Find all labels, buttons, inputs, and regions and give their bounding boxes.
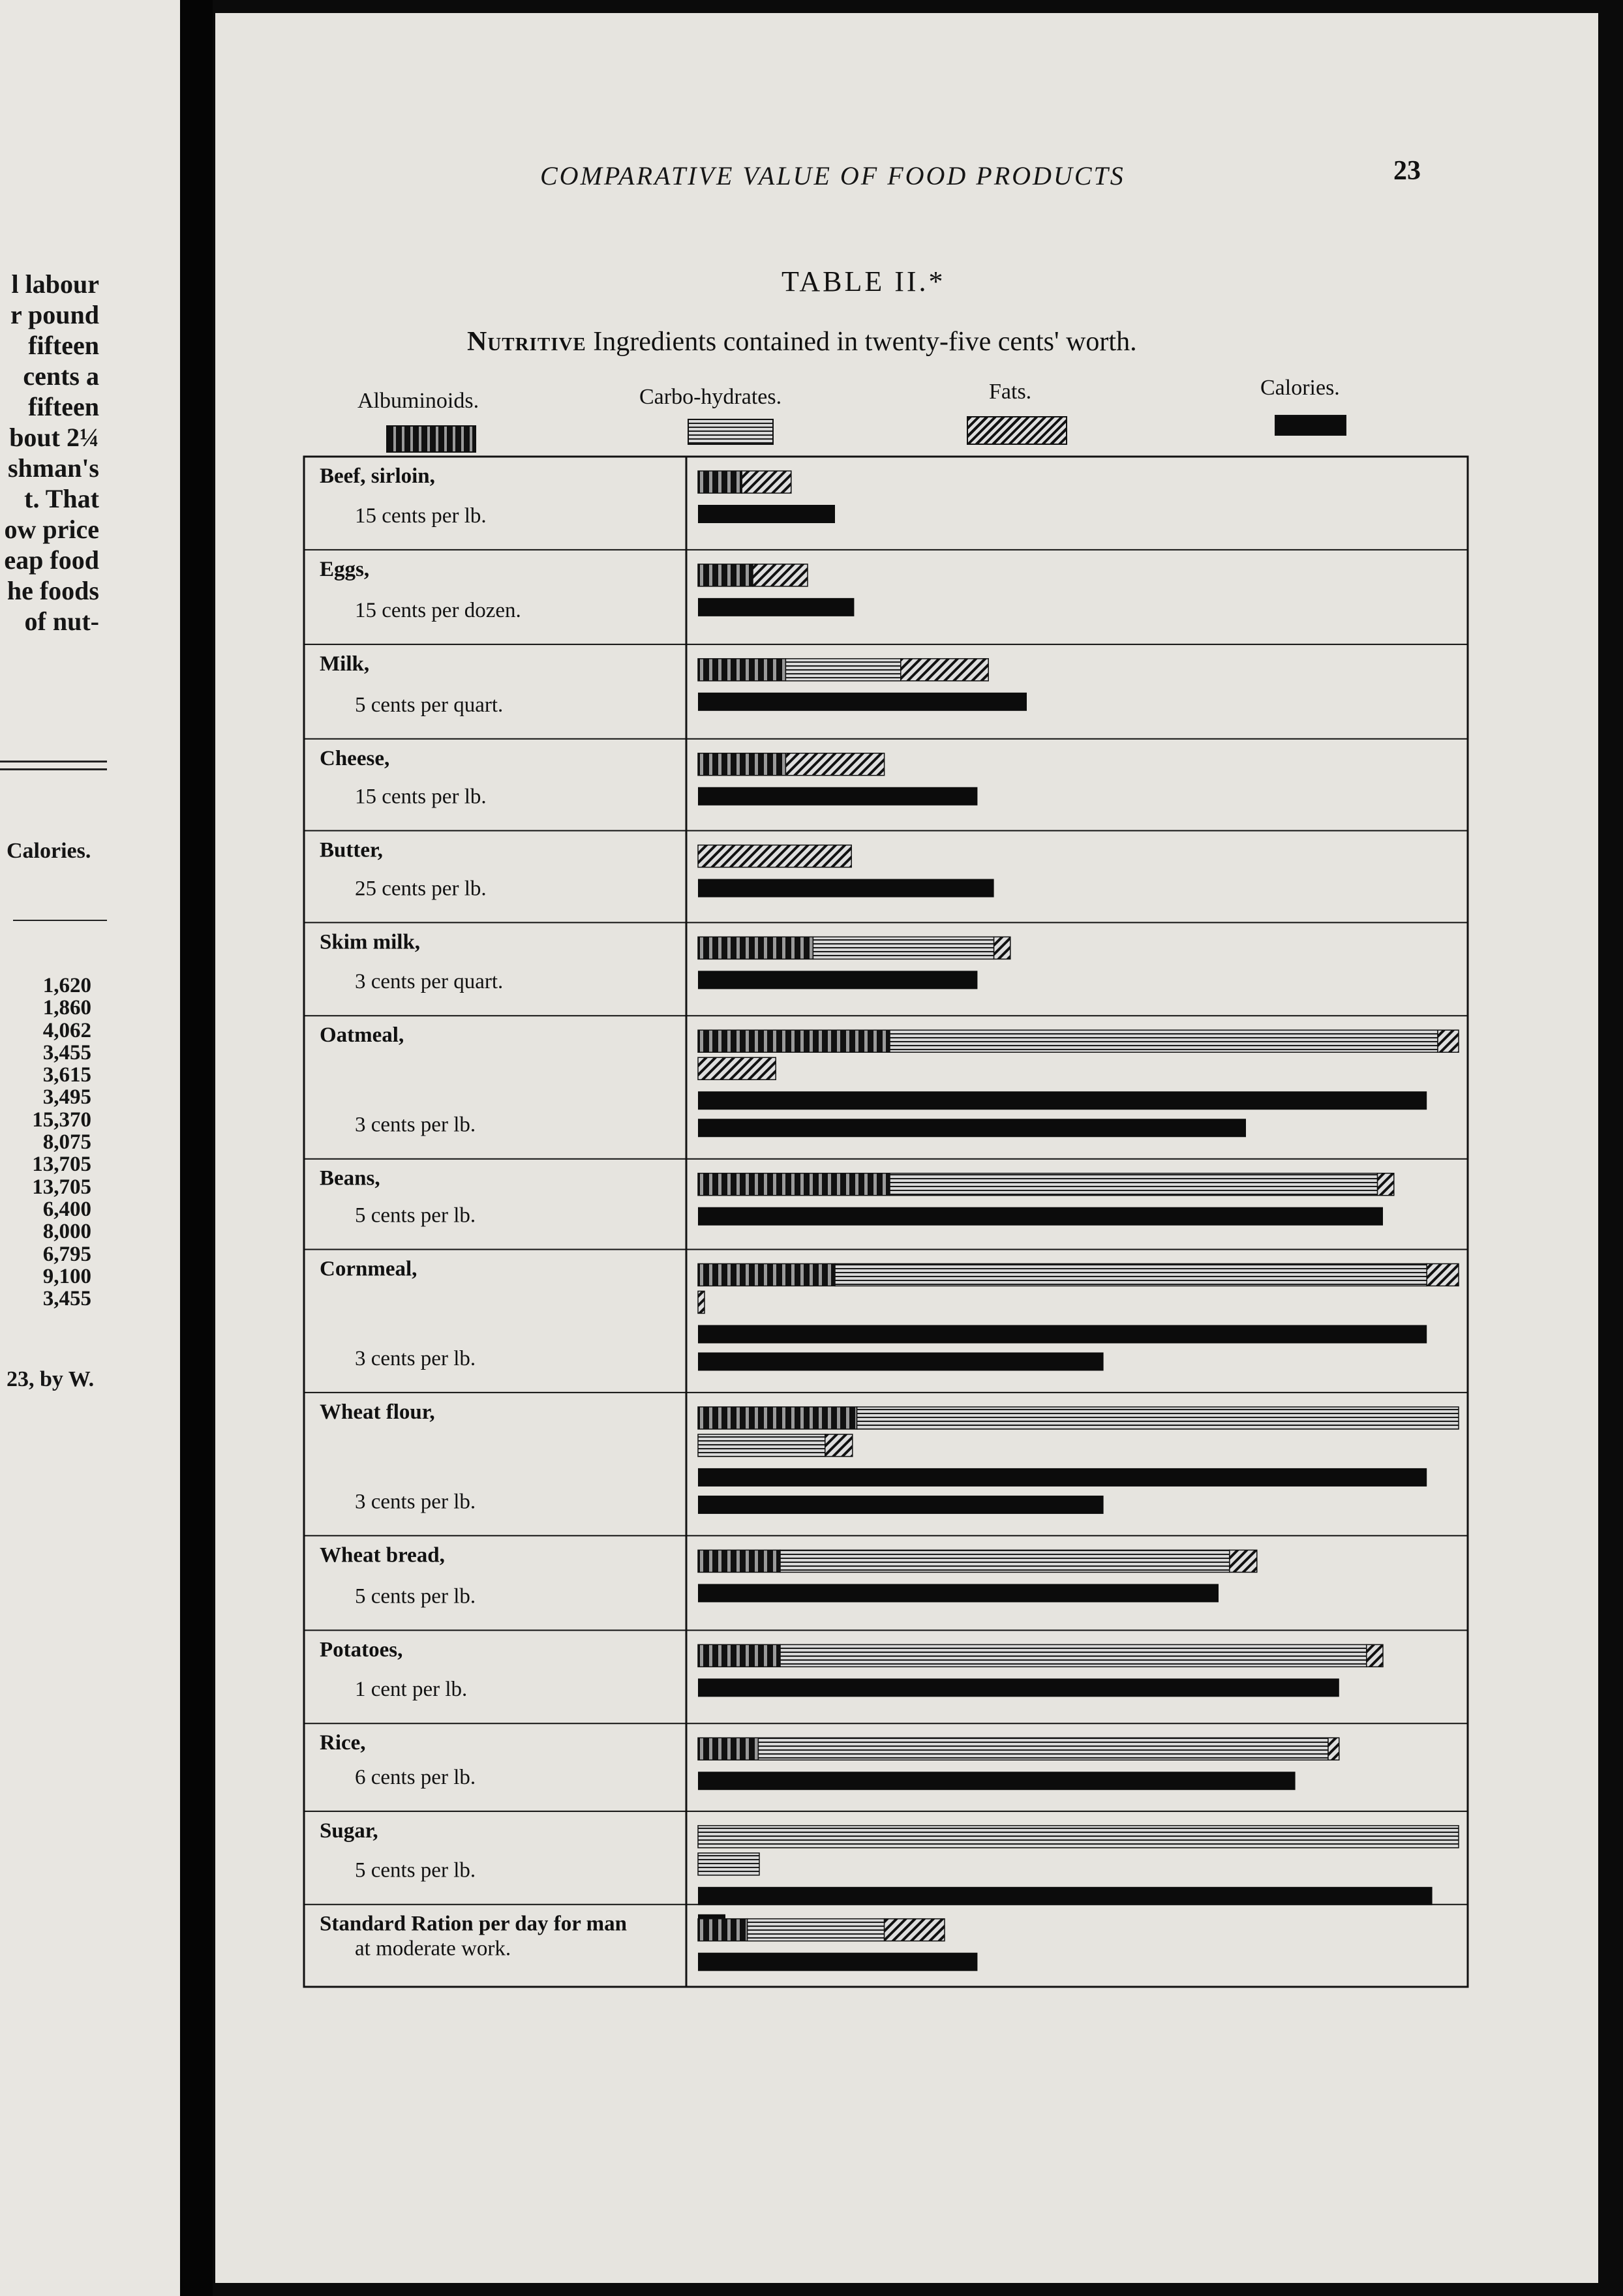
bar-fats <box>1378 1173 1394 1196</box>
left-page-line: fifteen <box>28 392 99 421</box>
bar-carbohydrates <box>835 1263 1427 1286</box>
left-page-calorie-value: 1,860 <box>42 996 91 1020</box>
bar-carbohydrates <box>758 1738 1328 1760</box>
bar-fats <box>994 937 1010 959</box>
bar-calories <box>698 1584 1219 1602</box>
left-page-calorie-value: 13,705 <box>32 1153 91 1177</box>
bar-albuminoids <box>698 1407 857 1429</box>
subtitle-rest: Ingredients contained in twenty-five cents' worth. <box>593 327 1137 357</box>
bar-fats <box>698 845 851 868</box>
bar-albuminoids <box>698 659 785 681</box>
bar-carbohydrates <box>748 1919 885 1941</box>
bar-fats <box>1367 1644 1383 1667</box>
left-page-calorie-value: 4,062 <box>42 1018 91 1042</box>
bar-fats <box>742 471 791 493</box>
row-label: Butter, <box>320 838 383 862</box>
left-page-calorie-value: 3,455 <box>42 1287 91 1311</box>
chart-row <box>304 1723 1468 1790</box>
row-label: Eggs, <box>320 557 370 581</box>
bar-carbohydrates <box>780 1550 1230 1572</box>
bar-albuminoids <box>698 1919 748 1941</box>
row-price: 1 cent per lb. <box>355 1678 468 1702</box>
row-price: 5 cents per lb. <box>355 1584 476 1609</box>
left-page-line: t. That <box>24 484 99 513</box>
bar-fats <box>1328 1738 1339 1760</box>
bar-fats <box>1427 1263 1459 1286</box>
chart-row <box>304 550 1468 622</box>
bar-fats <box>753 564 808 586</box>
bar-calories <box>698 1091 1427 1110</box>
row-price: 15 cents per dozen. <box>355 598 521 622</box>
row-label: Skim milk, <box>320 930 421 954</box>
chart-row <box>304 1630 1468 1701</box>
chart-row <box>304 739 1468 809</box>
bar-calories <box>698 1678 1339 1697</box>
left-page-line: fifteen <box>28 331 99 360</box>
bar-albuminoids <box>698 1030 890 1052</box>
row-label: Beef, sirloin, <box>320 464 435 488</box>
left-page-line: l labour <box>11 269 99 299</box>
bar-fats <box>901 659 988 681</box>
bar-albuminoids <box>698 1173 890 1196</box>
row-label: Oatmeal, <box>320 1023 404 1048</box>
bar-fats <box>825 1434 853 1457</box>
left-page-line: cents a <box>23 361 99 391</box>
row-price: 15 cents per lb. <box>355 785 487 809</box>
row-label: Sugar, <box>320 1819 378 1843</box>
bar-fats <box>885 1919 945 1941</box>
chart-row <box>304 922 1468 993</box>
left-page-calorie-value: 8,000 <box>42 1220 91 1244</box>
left-page-column-header: Calories. <box>7 839 91 863</box>
legend-label-albuminoids: Albuminoids. <box>357 389 479 413</box>
row-label: Cheese, <box>320 746 390 770</box>
left-page-line: eap food <box>4 545 99 575</box>
left-page-line: of nut- <box>24 607 99 636</box>
chart-row <box>304 1535 1468 1608</box>
row-label: Potatoes, <box>320 1638 403 1662</box>
row-label: Wheat bread, <box>320 1543 445 1567</box>
bar-calories <box>698 1207 1383 1226</box>
row-label: Rice, <box>320 1731 366 1755</box>
chart-row <box>304 1249 1468 1370</box>
bar-carbohydrates <box>780 1644 1367 1667</box>
left-page-line: shman's <box>7 453 99 483</box>
row-price: 5 cents per lb. <box>355 1858 476 1882</box>
left-page-calorie-value: 8,075 <box>42 1130 91 1155</box>
row-price: 5 cents per lb. <box>355 1203 476 1228</box>
bar-carbohydrates <box>785 659 900 681</box>
bar-calories <box>698 1953 977 1971</box>
bar-calories <box>698 598 854 616</box>
row-label: Standard Ration per day for man <box>320 1912 627 1936</box>
bar-calories <box>698 1352 1104 1370</box>
left-page-calorie-value: 1,620 <box>42 974 91 997</box>
bar-calories <box>698 1325 1427 1343</box>
bar-albuminoids <box>698 937 813 959</box>
left-page-calorie-value: 15,370 <box>32 1108 91 1132</box>
row-label: Wheat flour, <box>320 1400 435 1424</box>
bar-calories <box>698 1119 1246 1137</box>
legend-label-calories: Calories. <box>1260 376 1340 400</box>
chart-row <box>304 1905 1468 1971</box>
row-price: 15 cents per lb. <box>355 504 487 528</box>
bar-carbohydrates <box>698 1434 825 1457</box>
bar-calories <box>698 693 1027 711</box>
bar-albuminoids <box>698 1263 835 1286</box>
left-page-line: he foods <box>7 576 99 605</box>
row-label: Milk, <box>320 652 370 676</box>
bar-albuminoids <box>698 471 742 493</box>
chart-row <box>304 831 1468 901</box>
bar-calories <box>698 1496 1104 1514</box>
bar-albuminoids <box>698 564 753 586</box>
bar-albuminoids <box>698 1644 780 1667</box>
bar-fats <box>785 753 884 776</box>
left-page-calorie-value: 9,100 <box>42 1264 91 1288</box>
left-page-calorie-value: 6,400 <box>42 1197 91 1221</box>
bar-carbohydrates <box>698 1853 759 1875</box>
bar-carbohydrates <box>698 1826 1459 1848</box>
left-page-calorie-value: 3,615 <box>42 1063 91 1087</box>
legend-label-carbohydrates: Carbo-hydrates. <box>639 385 782 409</box>
row-price: 3 cents per lb. <box>355 1113 476 1137</box>
left-page-calorie-value: 6,795 <box>42 1242 91 1266</box>
bar-carbohydrates <box>890 1173 1378 1196</box>
row-label: Cornmeal, <box>320 1257 417 1281</box>
chart-row <box>304 1393 1468 1514</box>
row-price: 3 cents per lb. <box>355 1346 476 1370</box>
chart-row <box>304 1159 1468 1228</box>
left-page-footnote: 23, by W. <box>7 1367 95 1391</box>
running-head: COMPARATIVE VALUE OF FOOD PRODUCTS <box>540 161 1125 190</box>
page-number: 23 <box>1393 156 1421 186</box>
bar-albuminoids <box>698 1738 758 1760</box>
row-price: 6 cents per lb. <box>355 1765 476 1789</box>
chart-row <box>304 1016 1468 1137</box>
left-page-line: ow price <box>4 515 99 544</box>
bar-carbohydrates <box>813 937 994 959</box>
bar-fats <box>698 1291 705 1313</box>
chart-row <box>320 464 835 528</box>
chart-row <box>304 644 1468 717</box>
left-page-line: r pound <box>10 300 99 329</box>
bar-albuminoids <box>698 753 785 776</box>
bar-calories <box>698 1772 1296 1790</box>
left-page-calorie-value: 3,455 <box>42 1040 91 1065</box>
bar-calories <box>698 971 977 989</box>
row-label: Beans, <box>320 1166 380 1190</box>
bar-calories <box>698 1468 1427 1487</box>
row-price: 3 cents per quart. <box>355 970 504 994</box>
bar-calories <box>698 787 977 806</box>
bar-calories <box>698 1887 1433 1905</box>
bar-carbohydrates <box>890 1030 1438 1052</box>
bar-fats <box>1230 1550 1257 1572</box>
left-page-calorie-value: 3,495 <box>42 1085 91 1110</box>
bar-fats <box>698 1057 776 1080</box>
bar-calories <box>698 879 994 898</box>
table-title: TABLE II.* <box>781 265 946 297</box>
subtitle-lead: Nutritive <box>467 327 586 357</box>
row-price: 5 cents per quart. <box>355 693 504 717</box>
bar-calories <box>698 505 835 523</box>
left-page-calorie-value: 13,705 <box>32 1175 91 1199</box>
row-price: at moderate work. <box>355 1937 511 1961</box>
bar-carbohydrates <box>857 1407 1459 1429</box>
row-price: 25 cents per lb. <box>355 877 487 901</box>
left-page-line: bout 2¼ <box>9 423 99 452</box>
row-price: 3 cents per lb. <box>355 1490 476 1514</box>
bar-fats <box>1438 1030 1459 1052</box>
bar-albuminoids <box>698 1550 780 1572</box>
legend-label-fats: Fats. <box>989 380 1032 404</box>
